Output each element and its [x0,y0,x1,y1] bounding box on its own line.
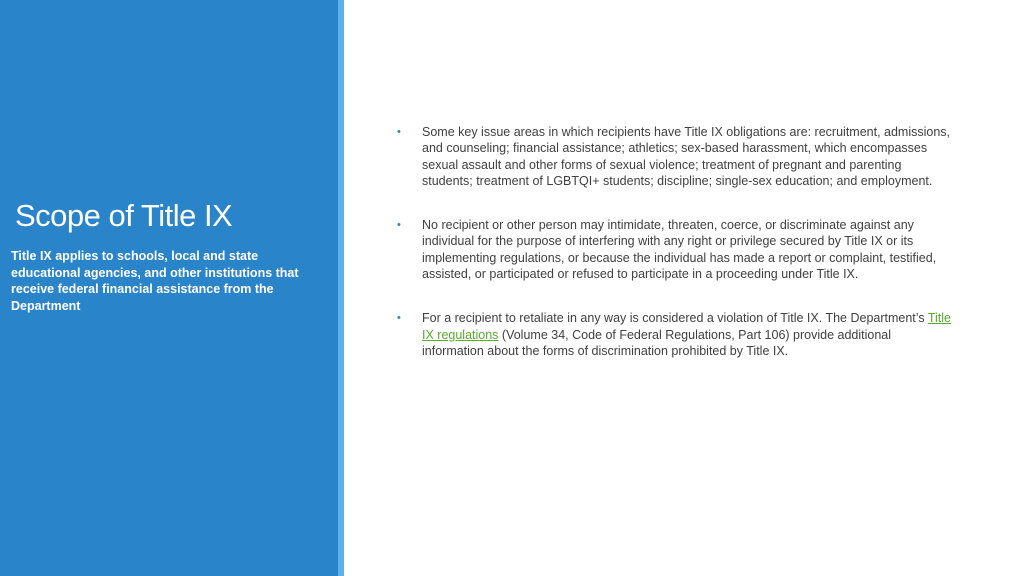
bullet-text: No recipient or other person may intimidate, threaten, coerce, or discriminate against any individual for the purpose of interfering with any right or privilege secured by Title IX or its implementing regulations, or because the individual has made a report or complaint, testified, assisted, or participated or refused to participate in a proceeding under Title IX. [422,218,937,282]
title-ix-regulations-link[interactable]: Title IX regulations [422,311,951,342]
bullet-text: Some key issue areas in which recipients have Title IX obligations are: recruitment, admissions, and counseling; financial assistance; athletics; sex-based harassment, which encompasses sexual assault and other forms of sexual violence; treatment of pregnant and parenting students; treatment of LGBTQI+ students; discipline; single-sex education; and employment. [422,125,951,188]
accent-bar [338,0,344,576]
bullet-item-no-intimidation [396,217,952,282]
bullet-item-issue-areas [396,124,952,189]
slide-subtitle: Title IX applies to schools, local and state educational agencies, and other institutions that receive federal financial assistance from the Department [11,249,299,313]
bullet-icon: • [397,219,401,232]
bullet-text-before-link: For a recipient to retaliate in any way is considered a violation of Title IX. The Department’s [422,311,928,326]
bullet-icon: • [397,312,401,325]
bullet-list [396,124,952,387]
bullet-icon: • [397,126,401,138]
title-panel [0,0,338,576]
bullet-item-retaliation [396,310,952,359]
bullet-text-after-link: (Volume 34, Code of Federal Regulations, Part 106) provide additional information about the forms of discrimination prohibited by Title IX. [422,327,892,358]
slide-title: Scope of Title IX [15,198,233,233]
